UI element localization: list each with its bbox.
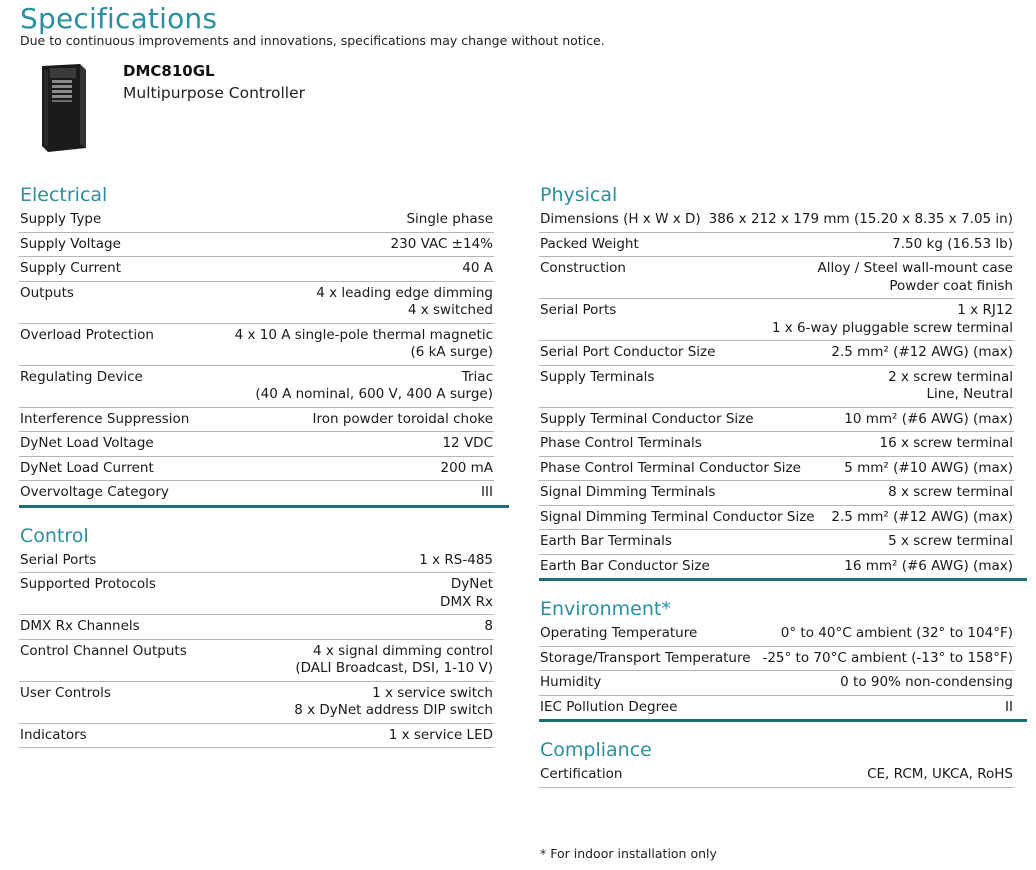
spec-label: Humidity xyxy=(540,674,602,690)
spec-label: Phase Control Terminals xyxy=(540,435,702,451)
control-rows xyxy=(19,549,494,749)
section-heading: Control xyxy=(20,524,89,547)
right-column xyxy=(539,183,1014,804)
spec-value-line: 10 mm² (#6 AWG) (max) xyxy=(844,410,1013,427)
spec-row xyxy=(539,366,1014,408)
spec-value-line: 0° to 40°C ambient (32° to 104°F) xyxy=(780,625,1013,641)
spec-label: Packed Weight xyxy=(540,235,639,252)
spec-row xyxy=(19,324,494,366)
spec-row xyxy=(19,408,494,433)
spec-value-line: 1 x service switch xyxy=(372,684,493,701)
spec-value-line: 2.5 mm² (#12 AWG) (max) xyxy=(831,344,1013,360)
section-divider xyxy=(539,578,1027,581)
spec-value-line: CE, RCM, UKCA, RoHS xyxy=(867,766,1013,782)
electrical-rows xyxy=(19,208,494,506)
spec-row xyxy=(19,282,494,324)
spec-row xyxy=(539,763,1014,788)
spec-value-line: (6 kA surge) xyxy=(410,344,493,360)
spec-label: Dimensions (H x W x D) xyxy=(540,211,701,227)
spec-label: Supply Voltage xyxy=(20,235,121,252)
electrical-section xyxy=(19,183,494,508)
spec-row xyxy=(19,615,494,640)
spec-row xyxy=(539,233,1014,258)
section-divider xyxy=(19,505,509,508)
spec-label: Indicators xyxy=(20,726,87,743)
spec-value xyxy=(316,285,493,320)
spec-value xyxy=(295,643,493,678)
spec-label: Signal Dimming Terminals xyxy=(540,484,716,500)
physical-rows xyxy=(539,208,1014,579)
spec-value-line: DMX Rx xyxy=(440,593,493,610)
spec-value xyxy=(709,211,1013,229)
spec-row xyxy=(539,341,1014,366)
spec-label: Supported Protocols xyxy=(20,576,156,592)
spec-value xyxy=(762,650,1013,668)
spec-value xyxy=(442,435,493,453)
spec-value xyxy=(441,460,493,478)
spec-value-line: (DALI Broadcast, DSI, 1-10 V) xyxy=(295,660,493,676)
spec-value-line: 200 mA xyxy=(440,459,493,476)
spec-label: Supply Current xyxy=(20,260,121,276)
spec-value xyxy=(462,260,493,278)
spec-value xyxy=(312,411,493,429)
spec-value xyxy=(831,509,1013,527)
spec-row xyxy=(19,233,494,258)
spec-value xyxy=(391,236,493,254)
spec-value xyxy=(880,435,1014,453)
spec-value-line: Alloy / Steel wall-mount case xyxy=(817,260,1013,276)
spec-row xyxy=(539,647,1014,672)
spec-label: Control Channel Outputs xyxy=(20,642,187,659)
spec-label: Earth Bar Terminals xyxy=(540,533,672,549)
spec-value-line: 16 x screw terminal xyxy=(879,435,1013,451)
spec-value-line: 4 x switched xyxy=(407,302,493,318)
spec-value-line: 4 x signal dimming control xyxy=(313,642,493,659)
spec-value xyxy=(235,327,493,362)
spec-value-line: 7.50 kg (16.53 lb) xyxy=(892,235,1013,252)
spec-label: Interference Suppression xyxy=(20,410,190,427)
spec-row xyxy=(539,622,1014,647)
compliance-rows xyxy=(539,763,1014,788)
spec-row xyxy=(19,208,494,233)
spec-value xyxy=(255,369,493,404)
spec-label: Signal Dimming Terminal Conductor Size xyxy=(540,508,815,525)
spec-row xyxy=(19,257,494,282)
spec-value-line: Iron powder toroidal choke xyxy=(312,410,493,427)
spec-value xyxy=(294,685,493,720)
page-subtitle: Due to continuous improvements and innovations, specifications may change without notice. xyxy=(20,33,605,48)
spec-value xyxy=(844,558,1013,576)
spec-value xyxy=(818,260,1013,295)
spec-label: Serial Ports xyxy=(540,302,617,318)
spec-label: Storage/Transport Temperature xyxy=(540,649,751,666)
spec-value-line: 5 mm² (#10 AWG) (max) xyxy=(844,459,1013,476)
spec-value xyxy=(831,344,1013,362)
environment-section xyxy=(539,597,1014,722)
spec-value-line: Powder coat finish xyxy=(889,277,1013,294)
section-heading: Physical xyxy=(540,184,618,206)
spec-row xyxy=(19,640,494,682)
spec-label: User Controls xyxy=(20,684,111,701)
spec-value-line: II xyxy=(1005,698,1013,715)
compliance-section xyxy=(539,738,1014,788)
spec-label: Supply Terminal Conductor Size xyxy=(540,410,754,427)
spec-value-line: 4 x 10 A single-pole thermal magnetic xyxy=(234,326,493,343)
product-image xyxy=(34,62,94,154)
spec-value-line: 230 VAC ±14% xyxy=(390,235,493,252)
product-model: DMC810GL xyxy=(123,62,215,80)
spec-value-line: 1 x 6-way pluggable screw terminal xyxy=(771,319,1013,336)
spec-value xyxy=(888,369,1013,404)
section-heading: Electrical xyxy=(20,184,108,206)
spec-label: Supply Terminals xyxy=(540,368,655,385)
spec-value xyxy=(888,533,1013,551)
spec-row xyxy=(539,299,1014,341)
spec-row xyxy=(539,671,1014,696)
spec-row xyxy=(539,408,1014,433)
control-section xyxy=(19,524,494,749)
spec-row xyxy=(19,366,494,408)
spec-value-line: III xyxy=(481,484,493,500)
spec-label: Certification xyxy=(540,766,623,782)
spec-label: Operating Temperature xyxy=(540,625,698,641)
spec-label: Supply Type xyxy=(20,211,102,227)
spec-label: DyNet Load Voltage xyxy=(20,435,154,451)
spec-value-line: -25° to 70°C ambient (-13° to 158°F) xyxy=(762,649,1013,666)
spec-value xyxy=(840,674,1013,692)
spec-row xyxy=(539,481,1014,506)
spec-row xyxy=(539,257,1014,299)
spec-label: Serial Port Conductor Size xyxy=(540,344,716,360)
physical-section xyxy=(539,183,1014,581)
spec-value-line: 4 x leading edge dimming xyxy=(316,284,493,301)
spec-value xyxy=(481,484,493,502)
spec-value xyxy=(389,727,493,745)
spec-value-line: 2 x screw terminal xyxy=(888,368,1013,385)
spec-label: Regulating Device xyxy=(20,368,143,385)
spec-value-line: Line, Neutral xyxy=(926,386,1013,402)
spec-value-line: 8 x DyNet address DIP switch xyxy=(294,702,493,718)
spec-row xyxy=(19,432,494,457)
spec-label: Phase Control Terminal Conductor Size xyxy=(540,459,801,476)
spec-value-line: 1 x RJ12 xyxy=(957,302,1013,318)
spec-value xyxy=(844,460,1013,478)
spec-label: Overload Protection xyxy=(20,326,154,343)
spec-value-line: 16 mm² (#6 AWG) (max) xyxy=(844,557,1013,574)
spec-value xyxy=(772,302,1013,337)
spec-value xyxy=(892,236,1013,254)
spec-row xyxy=(19,573,494,615)
spec-row xyxy=(19,724,494,749)
spec-value-line: Triac xyxy=(461,368,493,385)
spec-value-line: 386 x 212 x 179 mm (15.20 x 8.35 x 7.05 in) xyxy=(708,211,1013,227)
spec-value-line: 1 x service LED xyxy=(388,726,493,743)
left-column xyxy=(19,183,494,764)
footnote: * For indoor installation only xyxy=(540,846,717,861)
section-divider xyxy=(539,719,1027,722)
spec-value-line: 5 x screw terminal xyxy=(888,533,1013,549)
spec-row xyxy=(539,208,1014,233)
spec-value xyxy=(1005,699,1013,717)
section-heading: Environment* xyxy=(540,598,671,620)
spec-value xyxy=(440,576,493,611)
spec-row xyxy=(539,506,1014,531)
spec-value xyxy=(781,625,1013,643)
spec-label: DyNet Load Current xyxy=(20,459,154,476)
spec-label: Serial Ports xyxy=(20,551,97,568)
spec-value-line: Single phase xyxy=(406,211,493,227)
spec-value-line: DyNet xyxy=(450,576,493,592)
spec-value xyxy=(844,411,1013,429)
spec-row xyxy=(19,549,494,574)
spec-row xyxy=(539,457,1014,482)
spec-row xyxy=(539,432,1014,457)
environment-rows xyxy=(539,622,1014,720)
spec-value xyxy=(867,766,1013,784)
product-description: Multipurpose Controller xyxy=(123,84,306,102)
spec-value-line: (40 A nominal, 600 V, 400 A surge) xyxy=(255,386,493,402)
spec-value-line: 12 VDC xyxy=(442,435,493,451)
spec-label: IEC Pollution Degree xyxy=(540,698,678,715)
spec-row xyxy=(539,530,1014,555)
spec-row xyxy=(539,696,1014,721)
spec-value-line: 2.5 mm² (#12 AWG) (max) xyxy=(831,508,1013,525)
spec-value xyxy=(406,211,493,229)
spec-label: Construction xyxy=(540,260,626,276)
section-heading: Compliance xyxy=(540,739,652,761)
spec-row xyxy=(19,457,494,482)
spec-value-line: 8 xyxy=(484,618,493,634)
spec-value-line: 8 x screw terminal xyxy=(888,484,1013,500)
spec-label: Overvoltage Category xyxy=(20,484,169,500)
spec-label: Earth Bar Conductor Size xyxy=(540,557,710,574)
spec-value xyxy=(888,484,1013,502)
spec-label: Outputs xyxy=(20,284,74,301)
spec-value xyxy=(419,552,493,570)
spec-row xyxy=(19,481,494,506)
spec-value-line: 1 x RS-485 xyxy=(419,551,493,568)
spec-row xyxy=(539,555,1014,580)
spec-row xyxy=(19,682,494,724)
spec-value-line: 0 to 90% non-condensing xyxy=(840,674,1013,690)
spec-value xyxy=(484,618,493,636)
page-title: Specifications xyxy=(20,2,218,35)
spec-value-line: 40 A xyxy=(462,260,493,276)
spec-label: DMX Rx Channels xyxy=(20,618,140,634)
